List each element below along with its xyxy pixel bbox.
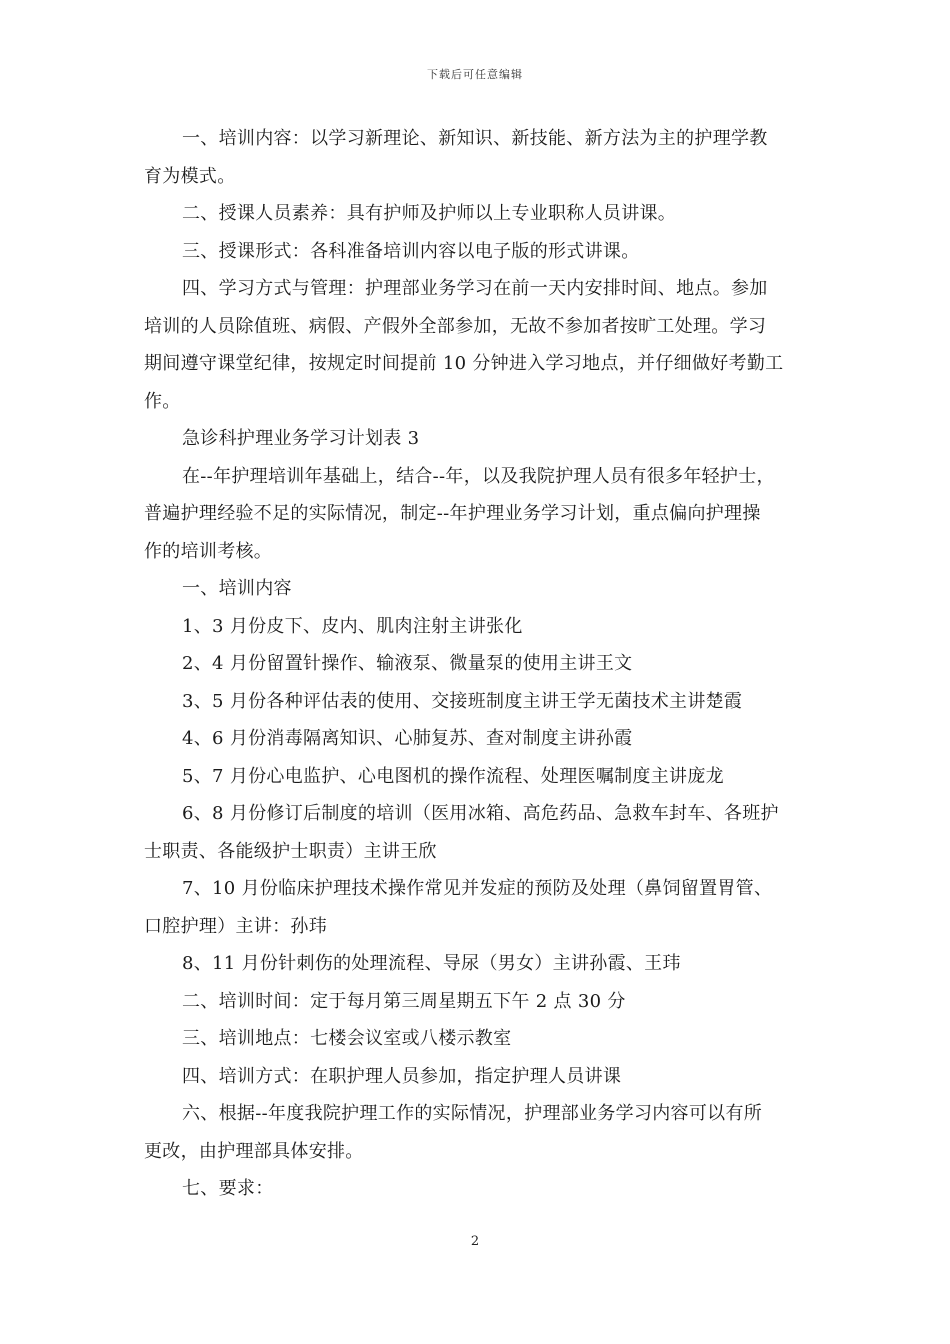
text-line: 7、10 月份临床护理技术操作常见并发症的预防及处理（鼻饲留置胃管、 — [182, 878, 773, 899]
text-line: 育为模式。 — [144, 165, 236, 187]
text-line: 二、授课人员素养：具有护师及护师以上专业职称人员讲课。 — [182, 203, 677, 224]
text-line: 5、7 月份心电监护、心电图机的操作流程、处理医嘱制度主讲庞龙 — [182, 765, 724, 787]
text-line: 普遍护理经验不足的实际情况，制定--年护理业务学习计划，重点偏向护理操 — [144, 503, 761, 524]
text-line: 六、根据--年度我院护理工作的实际情况，护理部业务学习内容可以有所 — [182, 1103, 763, 1124]
text-line: 8、11 月份针刺伤的处理流程、导尿（男女）主讲孙霞、王玮 — [182, 953, 681, 974]
text-line: 作。 — [144, 390, 181, 412]
text-line: 急诊科护理业务学习计划表 3 — [182, 428, 420, 449]
text-line: 士职责、各能级护士职责）主讲王欣 — [144, 840, 437, 862]
text-line: 一、培训内容：以学习新理论、新知识、新技能、新方法为主的护理学教 — [182, 128, 768, 149]
text-line: 6、8 月份修订后制度的培训（医用冰箱、高危药品、急救车封车、各班护 — [182, 803, 779, 824]
text-line: 四、学习方式与管理：护理部业务学习在前一天内安排时间、地点。参加 — [182, 278, 768, 299]
text-line: 期间遵守课堂纪律，按规定时间提前 10 分钟进入学习地点，并仔细做好考勤工 — [144, 353, 784, 374]
text-line: 三、授课形式：各科准备培训内容以电子版的形式讲课。 — [182, 240, 640, 262]
text-line: 在--年护理培训年基础上，结合--年，以及我院护理人员有很多年轻护士， — [182, 465, 775, 487]
page-header: 下载后可任意编辑 — [427, 68, 523, 81]
text-line: 七、要求： — [182, 1178, 274, 1199]
text-line: 培训的人员除值班、病假、产假外全部参加，无故不参加者按旷工处理。学习 — [144, 315, 767, 337]
text-line: 1、3 月份皮下、皮内、肌肉注射主讲张化 — [182, 615, 523, 637]
text-line: 二、培训时间：定于每月第三周星期五下午 2 点 30 分 — [182, 990, 626, 1012]
document-body — [144, 120, 812, 1208]
text-line: 3、5 月份各种评估表的使用、交接班制度主讲王学无菌技术主讲楚霞 — [182, 690, 743, 712]
text-line: 一、培训内容 — [182, 578, 292, 599]
text-line: 作的培训考核。 — [144, 540, 273, 562]
text-line: 更改，由护理部具体安排。 — [144, 1140, 364, 1162]
text-line: 2、4 月份留置针操作、输液泵、微量泵的使用主讲王文 — [182, 653, 633, 674]
text-line: 口腔护理）主讲：孙玮 — [144, 915, 327, 937]
text-line: 四、培训方式：在职护理人员参加，指定护理人员讲课 — [182, 1065, 622, 1087]
page-number: 2 — [470, 1234, 480, 1249]
text-line: 4、6 月份消毒隔离知识、心肺复苏、查对制度主讲孙霞 — [182, 728, 633, 749]
text-line: 三、培训地点：七楼会议室或八楼示教室 — [182, 1028, 512, 1049]
